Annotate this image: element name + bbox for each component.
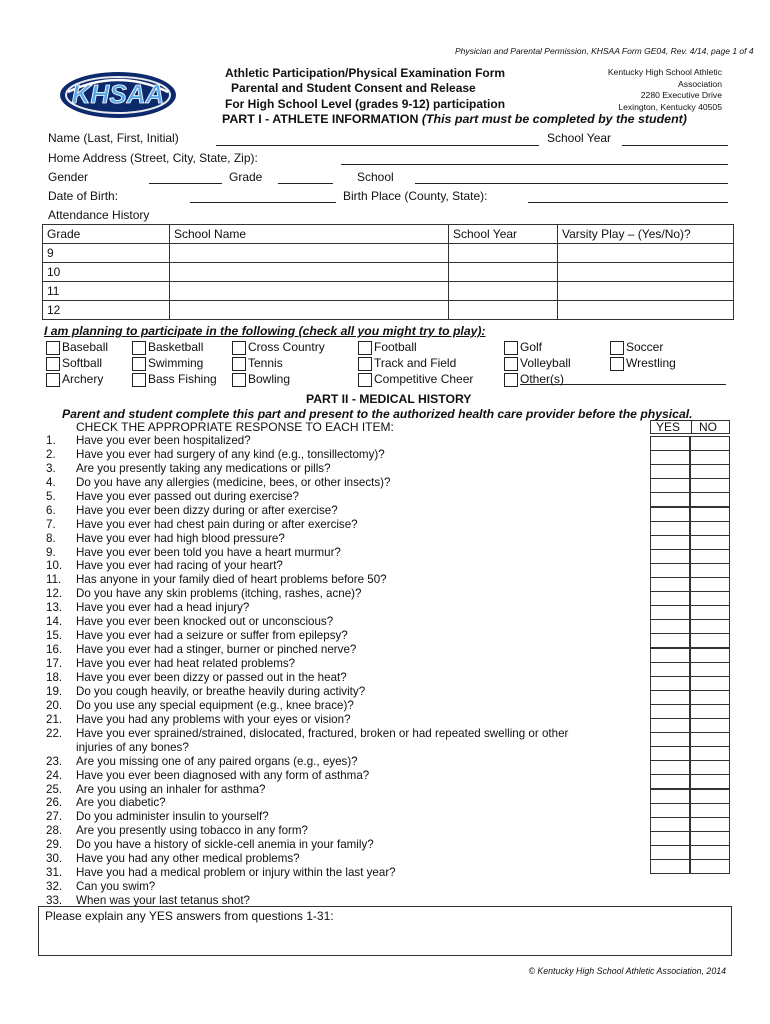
- org-line4: Lexington, Kentucky 40505: [618, 101, 722, 112]
- sport-checkbox[interactable]: [504, 341, 518, 355]
- question-number: 31.: [46, 866, 63, 880]
- no-answer-cell[interactable]: [690, 704, 730, 719]
- medical-question: [46, 573, 387, 587]
- question-number: 23.: [46, 754, 63, 768]
- sport-checkbox[interactable]: [132, 341, 146, 355]
- question-number: 32.: [46, 880, 63, 894]
- no-answer-cell[interactable]: [690, 450, 730, 465]
- birth-place-label: Birth Place (County, State):: [343, 189, 488, 203]
- yes-answer-cell[interactable]: [650, 774, 690, 789]
- question-number: 12.: [46, 587, 63, 601]
- yes-header: YES: [656, 420, 681, 434]
- medical-question: [46, 810, 269, 824]
- no-answer-cell[interactable]: [690, 563, 730, 578]
- yes-answer-cell[interactable]: [650, 591, 690, 606]
- no-answer-cell[interactable]: [690, 535, 730, 550]
- attendance-header-varsity: Varsity Play – (Yes/No)?: [558, 225, 734, 244]
- no-answer-cell[interactable]: [690, 436, 730, 451]
- question-number: 11.: [46, 573, 62, 587]
- question-number: 17.: [46, 657, 63, 671]
- no-answer-cell[interactable]: [690, 746, 730, 761]
- attendance-year-cell[interactable]: [449, 244, 558, 263]
- question-number: 30.: [46, 852, 63, 866]
- gender-label: Gender: [48, 170, 89, 184]
- medical-question: [46, 476, 390, 490]
- attendance-varsity-cell[interactable]: [558, 263, 734, 282]
- no-answer-cell[interactable]: [690, 690, 730, 705]
- attendance-row: [43, 301, 734, 320]
- yes-answer-cell[interactable]: [650, 690, 690, 705]
- medical-question: [46, 490, 299, 504]
- question-number: 20.: [46, 698, 63, 712]
- question-text: injuries of any bones?: [76, 740, 189, 754]
- attendance-grade: 12: [43, 301, 170, 320]
- sport-label: Volleyball: [520, 356, 571, 370]
- school-year-label: School Year: [547, 131, 612, 145]
- no-answer-cell[interactable]: [690, 521, 730, 536]
- question-text: Do you have a history of sickle-cell anemia in your family?: [76, 838, 374, 852]
- attendance-grade: 9: [43, 244, 170, 263]
- yes-answer-cell[interactable]: [650, 803, 690, 818]
- part1-heading-text: PART I - ATHLETE INFORMATION: [222, 112, 419, 126]
- no-answer-cell[interactable]: [690, 760, 730, 775]
- attendance-header-school-name: School Name: [170, 225, 449, 244]
- question-number: 28.: [46, 824, 63, 838]
- no-answer-cell[interactable]: [690, 591, 730, 606]
- attendance-header-school-year: School Year: [449, 225, 558, 244]
- question-number: 16.: [46, 643, 63, 657]
- question-text: Are you missing one of any paired organs (e.g., eyes)?: [76, 754, 358, 768]
- form-title-line3: For High School Level (grades 9-12) participation: [225, 97, 506, 111]
- sport-checkbox[interactable]: [232, 341, 246, 355]
- yes-answer-cell[interactable]: [650, 648, 690, 663]
- sport-checkbox[interactable]: [358, 373, 372, 387]
- sport-checkbox[interactable]: [610, 341, 624, 355]
- attendance-row: [43, 263, 734, 282]
- question-number: 3.: [46, 461, 56, 475]
- yes-answer-cell[interactable]: [650, 549, 690, 564]
- question-text: Have you ever been dizzy or passed out in the heat?: [76, 670, 347, 684]
- yes-answer-cell[interactable]: [650, 577, 690, 592]
- question-number: 9.: [46, 545, 56, 559]
- home-address-label: Home Address (Street, City, State, Zip):: [48, 151, 258, 165]
- question-text: Have you had a medical problem or injury within the last year?: [76, 866, 396, 880]
- yes-answer-cell[interactable]: [650, 563, 690, 578]
- part1-heading: [222, 112, 687, 126]
- question-number: 6.: [46, 503, 56, 517]
- khsaa-logo: [58, 70, 178, 120]
- question-number: 8.: [46, 531, 56, 545]
- sport-label: Track and Field: [374, 356, 457, 370]
- question-number: 14.: [46, 615, 63, 629]
- sport-label: Football: [374, 340, 417, 354]
- no-answer-cell[interactable]: [690, 619, 730, 634]
- question-text: Have you ever been knocked out or unconscious?: [76, 615, 334, 629]
- question-number: 4.: [46, 475, 56, 489]
- medical-question: [46, 699, 354, 713]
- sport-checkbox[interactable]: [358, 357, 372, 371]
- no-answer-cell[interactable]: [690, 492, 730, 507]
- attendance-header-grade: Grade: [43, 225, 170, 244]
- medical-question: [46, 615, 333, 629]
- no-answer-cell[interactable]: [690, 662, 730, 677]
- question-text: Have you ever had a head injury?: [76, 601, 250, 615]
- yes-answer-cell[interactable]: [650, 535, 690, 550]
- yes-answer-cell[interactable]: [650, 676, 690, 691]
- question-number: 13.: [46, 601, 63, 615]
- other-sports-field[interactable]: [520, 384, 726, 385]
- question-text: Do you use any special equipment (e.g., knee brace)?: [76, 698, 354, 712]
- sport-label: Swimming: [148, 356, 204, 370]
- medical-question: [46, 880, 155, 894]
- sport-label: Competitive Cheer: [374, 372, 474, 386]
- no-answer-cell[interactable]: [690, 633, 730, 648]
- yes-answer-cell[interactable]: [650, 718, 690, 733]
- yes-answer-cell[interactable]: [650, 450, 690, 465]
- question-number: 18.: [46, 670, 63, 684]
- question-text: Has anyone in your family died of heart problems before 50?: [76, 573, 387, 587]
- dob-label: Date of Birth:: [48, 189, 119, 203]
- attendance-row: [43, 282, 734, 301]
- question-number: 25.: [46, 782, 63, 796]
- question-number: 22.: [46, 726, 63, 740]
- sport-label: Bowling: [248, 372, 291, 386]
- sport-label: Wrestling: [626, 356, 676, 370]
- sport-label: Other(s): [520, 372, 565, 386]
- no-answer-cell[interactable]: [690, 605, 730, 620]
- home-address-field[interactable]: [341, 164, 728, 165]
- medical-question: [46, 559, 283, 573]
- grade-label: Grade: [229, 170, 263, 184]
- attendance-school-cell[interactable]: [170, 301, 449, 320]
- attendance-school-cell[interactable]: [170, 263, 449, 282]
- sport-checkbox[interactable]: [232, 373, 246, 387]
- question-text: Are you diabetic?: [76, 796, 166, 810]
- yes-answer-cell[interactable]: [650, 507, 690, 522]
- medical-question: [46, 643, 356, 657]
- medical-question: [46, 671, 347, 685]
- name-field[interactable]: [216, 145, 539, 146]
- question-text: Have you ever had a seizure or suffer from epilepsy?: [76, 629, 348, 643]
- no-answer-cell[interactable]: [690, 803, 730, 818]
- yes-answer-cell[interactable]: [650, 817, 690, 832]
- sport-label: Bass Fishing: [148, 372, 217, 386]
- grade-field[interactable]: [278, 183, 333, 184]
- question-text: Have you ever been dizzy during or after exercise?: [76, 503, 338, 517]
- no-answer-cell[interactable]: [690, 732, 730, 747]
- form-header-note: Physician and Parental Permission, KHSAA Form GE04, Rev. 4/14, page 1 of 4: [455, 46, 754, 56]
- attendance-row: [43, 244, 734, 263]
- question-number: 2.: [46, 447, 56, 461]
- yes-answer-cell[interactable]: [650, 704, 690, 719]
- sport-checkbox[interactable]: [46, 341, 60, 355]
- no-answer-cell[interactable]: [690, 774, 730, 789]
- sport-label: Baseball: [62, 340, 109, 354]
- medical-question: [46, 866, 396, 880]
- sports-prompt: I am planning to participate in the following (check all you might try to play):: [44, 324, 486, 338]
- no-answer-cell[interactable]: [690, 859, 730, 874]
- question-text: Do you administer insulin to yourself?: [76, 810, 269, 824]
- org-address: [608, 67, 722, 113]
- medical-question: [46, 504, 338, 518]
- yes-answer-cell[interactable]: [650, 492, 690, 507]
- yes-answer-cell[interactable]: [650, 521, 690, 536]
- sport-checkbox[interactable]: [132, 373, 146, 387]
- medical-question: [46, 796, 166, 810]
- question-number: 1.: [46, 434, 56, 447]
- attendance-varsity-cell[interactable]: [558, 282, 734, 301]
- question-text: Have you ever had a stinger, burner or pinched nerve?: [76, 643, 357, 657]
- no-answer-cell[interactable]: [690, 577, 730, 592]
- sport-label: Basketball: [148, 340, 204, 354]
- no-answer-cell[interactable]: [690, 464, 730, 479]
- question-number: 24.: [46, 768, 63, 782]
- attendance-header-row: [43, 225, 734, 244]
- birth-place-field[interactable]: [528, 202, 728, 203]
- medical-question: [46, 448, 385, 462]
- school-label: School: [357, 170, 394, 184]
- sport-label: Soccer: [626, 340, 664, 354]
- yes-answer-cell[interactable]: [650, 746, 690, 761]
- form-title-line1: Athletic Participation/Physical Examination Form: [225, 66, 506, 80]
- question-number: 7.: [46, 517, 56, 531]
- yes-no-divider: [691, 421, 692, 433]
- question-text: Do you have any allergies (medicine, bees, or other insects)?: [76, 475, 391, 489]
- question-text: Have you had any other medical problems?: [76, 852, 300, 866]
- sport-checkbox[interactable]: [504, 373, 518, 387]
- yes-answer-cell[interactable]: [650, 662, 690, 677]
- medical-question: [46, 587, 361, 601]
- dob-field[interactable]: [190, 202, 336, 203]
- school-year-field[interactable]: [622, 145, 728, 146]
- medical-question: [46, 546, 341, 560]
- school-field[interactable]: [415, 183, 728, 184]
- question-text: Are you presently using tobacco in any form?: [76, 824, 308, 838]
- question-text: Have you ever had heat related problems?: [76, 657, 296, 671]
- question-text: Have you ever had chest pain during or after exercise?: [76, 517, 358, 531]
- attendance-table: [42, 224, 734, 320]
- question-number: 15.: [46, 629, 63, 643]
- sport-checkbox[interactable]: [358, 341, 372, 355]
- yes-answer-cell[interactable]: [650, 633, 690, 648]
- yes-answer-cell[interactable]: [650, 789, 690, 804]
- question-number: 10.: [46, 559, 63, 573]
- question-text: Have you ever sprained/strained, dislocated, fractured, broken or had repeated swelling or other: [76, 726, 569, 740]
- question-number: 26.: [46, 796, 63, 810]
- no-answer-cell[interactable]: [690, 676, 730, 691]
- question-text: Have you ever had surgery of any kind (e.g., tonsillectomy)?: [76, 447, 385, 461]
- no-answer-cell[interactable]: [690, 817, 730, 832]
- attendance-grade: 10: [43, 263, 170, 282]
- medical-question: [46, 629, 348, 643]
- attendance-varsity-cell[interactable]: [558, 301, 734, 320]
- attendance-school-cell[interactable]: [170, 244, 449, 263]
- question-text: Can you swim?: [76, 880, 156, 894]
- medical-question: [46, 518, 358, 532]
- question-text: Do you have any skin problems (itching, rashes, acne)?: [76, 587, 362, 601]
- no-answer-cell[interactable]: [690, 831, 730, 846]
- attendance-grade: 11: [43, 282, 170, 301]
- yes-no-header: [650, 420, 730, 434]
- no-header: NO: [699, 420, 717, 434]
- question-number: 19.: [46, 684, 63, 698]
- question-number: 21.: [46, 712, 63, 726]
- medical-question: [46, 532, 285, 546]
- question-text: When was your last tetanus shot?: [76, 894, 250, 908]
- medical-question: [46, 824, 308, 838]
- sport-label: Cross Country: [248, 340, 325, 354]
- question-number: 33.: [46, 894, 63, 908]
- question-number: 27.: [46, 810, 63, 824]
- no-answer-cell[interactable]: [690, 549, 730, 564]
- yes-answer-cell[interactable]: [650, 464, 690, 479]
- sport-label: Archery: [62, 372, 104, 386]
- no-answer-cell[interactable]: [690, 478, 730, 493]
- question-text: Have you ever been told you have a heart murmur?: [76, 545, 341, 559]
- org-line1: Kentucky High School Athletic: [607, 67, 722, 77]
- yes-answer-cell[interactable]: [650, 845, 690, 860]
- explain-label: Please explain any YES answers from questions 1-31:: [45, 909, 334, 923]
- no-answer-cell[interactable]: [690, 845, 730, 860]
- question-text: Are you using an inhaler for asthma?: [76, 782, 266, 796]
- copyright-footer: © Kentucky High School Athletic Association, 2014: [528, 966, 726, 976]
- yes-answer-cell[interactable]: [650, 831, 690, 846]
- part1-heading-note: (This part must be completed by the student): [421, 112, 687, 126]
- sport-checkbox[interactable]: [504, 357, 518, 371]
- question-text: Have you ever been hospitalized?: [76, 434, 251, 447]
- medical-question: [46, 741, 189, 755]
- medical-question: [46, 769, 369, 783]
- medical-question: [46, 783, 265, 797]
- no-answer-cell[interactable]: [690, 507, 730, 522]
- no-answer-cell[interactable]: [690, 718, 730, 733]
- yes-answer-cell[interactable]: [650, 619, 690, 634]
- no-answer-cell[interactable]: [690, 789, 730, 804]
- question-text: Have you ever been diagnosed with any form of asthma?: [76, 768, 370, 782]
- logo-text: KHSAA: [71, 79, 165, 109]
- org-line3: 2280 Executive Drive: [640, 90, 722, 100]
- yes-answer-cell[interactable]: [650, 732, 690, 747]
- sport-checkbox[interactable]: [46, 373, 60, 387]
- medical-question: [46, 755, 358, 769]
- form-title-line2: Parental and Student Consent and Release: [231, 81, 476, 95]
- medical-question: [46, 838, 374, 852]
- question-text: Are you presently taking any medications or pills?: [76, 461, 331, 475]
- question-text: Have you ever had high blood pressure?: [76, 531, 285, 545]
- yes-answer-cell[interactable]: [650, 605, 690, 620]
- question-text: Do you cough heavily, or breathe heavily during activity?: [76, 684, 366, 698]
- medical-question: [46, 434, 251, 448]
- question-number: 5.: [46, 489, 56, 503]
- medical-question: [46, 713, 351, 727]
- check-instruction: CHECK THE APPROPRIATE RESPONSE TO EACH ITEM:: [76, 420, 394, 434]
- gender-field[interactable]: [149, 183, 222, 184]
- medical-question: [46, 657, 295, 671]
- attendance-year-cell[interactable]: [449, 282, 558, 301]
- attendance-year-cell[interactable]: [449, 263, 558, 282]
- yes-answer-cell[interactable]: [650, 436, 690, 451]
- sport-checkbox[interactable]: [610, 357, 624, 371]
- medical-question: [46, 852, 300, 866]
- question-text: Have you ever had racing of your heart?: [76, 559, 283, 573]
- sport-checkbox[interactable]: [46, 357, 60, 371]
- explain-box[interactable]: [38, 906, 732, 956]
- no-answer-cell[interactable]: [690, 648, 730, 663]
- sport-label: Tennis: [248, 356, 283, 370]
- medical-question: [46, 685, 365, 699]
- sport-checkbox[interactable]: [132, 357, 146, 371]
- part2-heading: PART II - MEDICAL HISTORY: [306, 392, 472, 406]
- attendance-varsity-cell[interactable]: [558, 244, 734, 263]
- org-line2: Association: [678, 78, 722, 89]
- yes-answer-cell[interactable]: [650, 478, 690, 493]
- sport-label: Softball: [62, 356, 103, 370]
- yes-answer-cell[interactable]: [650, 760, 690, 775]
- medical-question: [46, 462, 331, 476]
- yes-answer-cell[interactable]: [650, 859, 690, 874]
- medical-question: [46, 727, 568, 741]
- sport-label: Golf: [520, 340, 543, 354]
- sport-checkbox[interactable]: [232, 357, 246, 371]
- name-label: Name (Last, First, Initial): [48, 131, 179, 145]
- attendance-history-label: Attendance History: [48, 208, 150, 222]
- part2-instruction: Parent and student complete this part and present to the authorized health care provider before the physical.: [62, 407, 693, 421]
- attendance-year-cell[interactable]: [449, 301, 558, 320]
- attendance-school-cell[interactable]: [170, 282, 449, 301]
- question-number: 29.: [46, 838, 63, 852]
- question-text: Have you had any problems with your eyes or vision?: [76, 712, 351, 726]
- question-text: Have you ever passed out during exercise?: [76, 489, 299, 503]
- medical-question: [46, 601, 249, 615]
